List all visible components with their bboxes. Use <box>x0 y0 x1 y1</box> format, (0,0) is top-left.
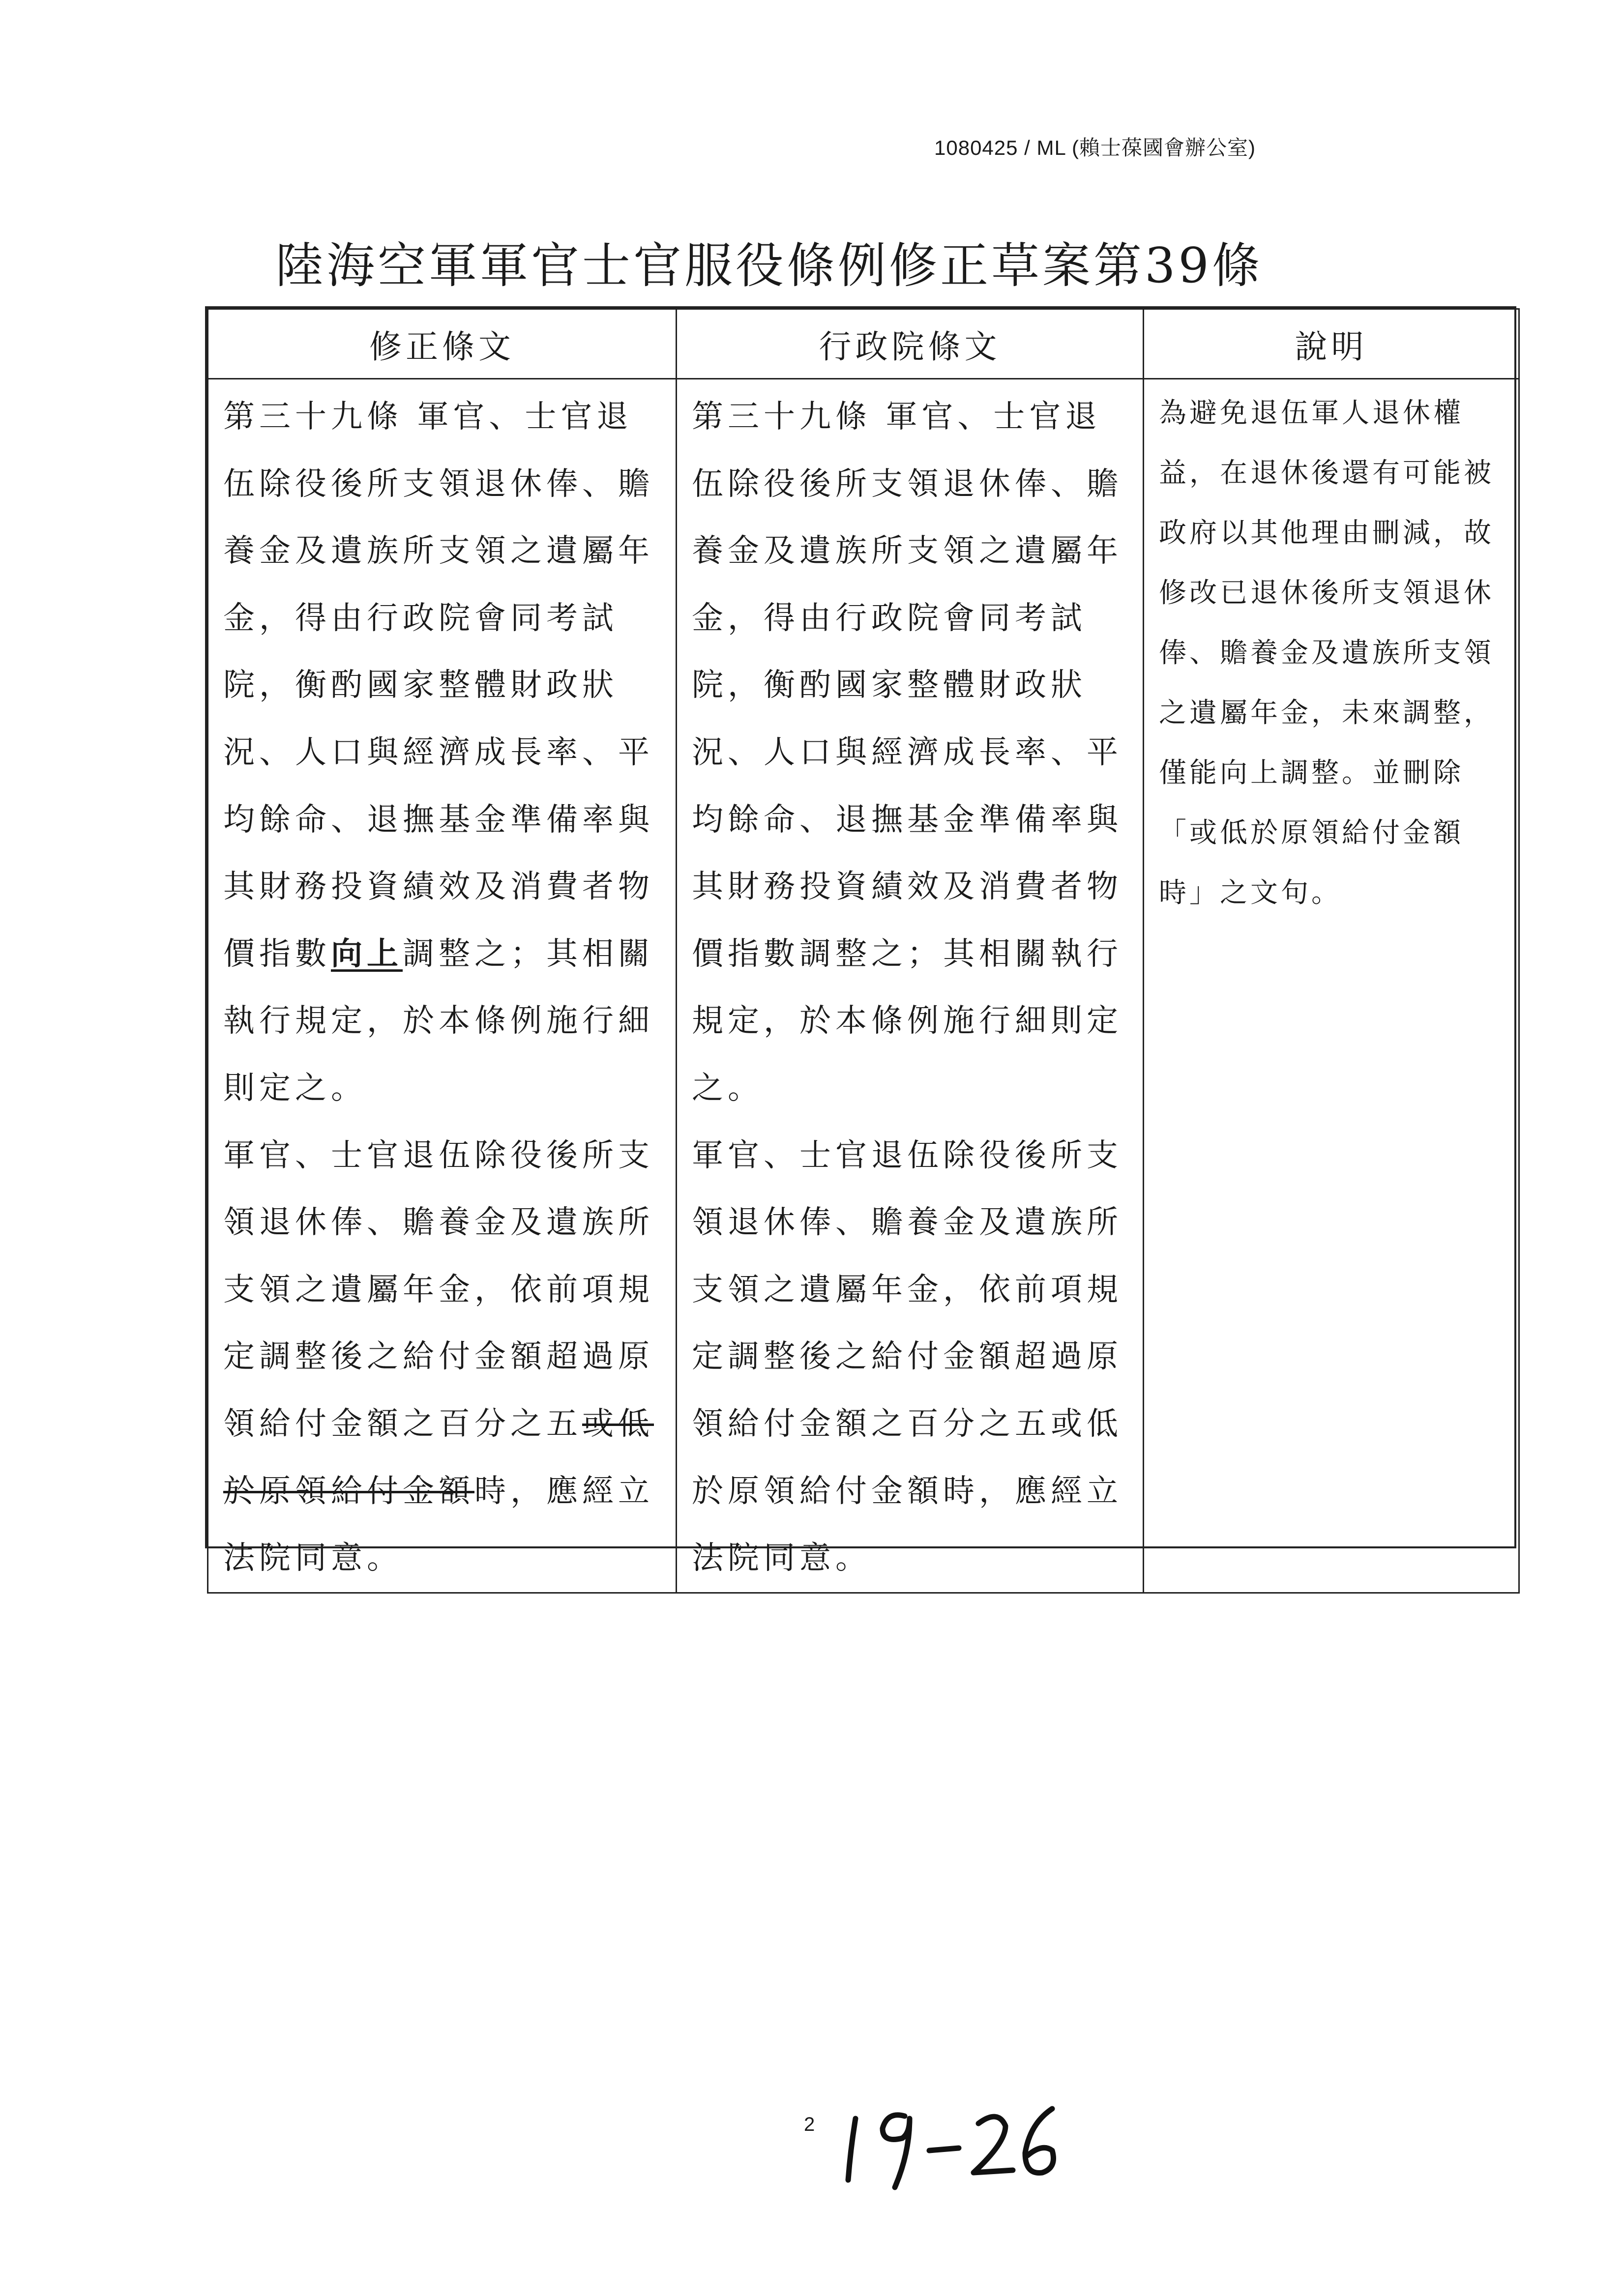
handwritten-page-note <box>836 2089 1062 2199</box>
page-number: 2 <box>804 2114 815 2135</box>
table-row <box>208 379 1519 1593</box>
comparison-table <box>205 306 1516 1577</box>
executive-paragraph-2: 軍官、士官退伍除役後所支領退休俸、贍養金及遺族所支領之遺屬年金，依前項規定調整後之給付金額超過原領給付金額之百分之五或低於原領給付金額時，應經立法院同意。 <box>692 1137 1122 1577</box>
amended-paragraph-2 <box>223 1122 663 1592</box>
document-reference: 1080425 / ML (賴士葆國會辦公室) <box>934 136 1256 159</box>
explanation-text: 為避免退伍軍人退休權益，在退休後還有可能被政府以其他理由刪減，故修改已退休後所支領退休俸、贍養金及遺族所支領之遺屬年金，未來調整，僅能向上調整。並刪除「或低於原領給付金額時」之文句。 <box>1159 397 1494 909</box>
column-header-executive: 行政院條文 <box>677 309 1144 379</box>
executive-paragraph-1: 第三十九條 軍官、士官退伍除役後所支領退休俸、贍養金及遺族所支領之遺屬年金，得由行政院會同考試院，衡酌國家整體財政狀況、人口與經濟成長率、平均餘命、退撫基金準備率與其財務投資績效及消費者物價指數調整之；其相關執行規定，於本條例施行細則定之。 <box>692 399 1122 1106</box>
amended-paragraph-1 <box>223 383 663 1122</box>
page-title: 陸海空軍軍官士官服役條例修正草案第39條 <box>275 238 1263 294</box>
comparison-table-grid <box>207 308 1520 1594</box>
column-header-explanation: 說明 <box>1144 309 1519 379</box>
amended-paragraph-2-start: 軍官、士官退伍除役後所支領退休俸、贍養金及遺族所支領之遺屬年金，依前項規定調整後之給付金額超過原領給付金額之百分之五 <box>223 1137 654 1442</box>
amended-deleted-phrase: 或低於原領給付金額 <box>223 1405 654 1510</box>
amended-added-phrase: 向上 <box>331 935 403 972</box>
executive-text-cell <box>677 379 1144 1593</box>
executive-text <box>692 383 1130 1592</box>
amended-paragraph-1-end: 調整之；其相關執行規定，於本條例施行細則定之。 <box>223 935 654 1106</box>
amended-paragraph-1-start: 第三十九條 軍官、士官退伍除役後所支領退休俸、贍養金及遺族所支領之遺屬年金，得由行政院會同考試院，衡酌國家整體財政狀況、人口與經濟成長率、平均餘命、退撫基金準備率與其財務投資績效及消費者物價指數 <box>223 399 654 972</box>
explanation-cell <box>1144 379 1519 1593</box>
handwritten-note-drawing <box>836 2089 1062 2197</box>
column-header-amended: 修正條文 <box>208 309 677 379</box>
amended-text-cell <box>208 379 677 1593</box>
table-header-row <box>208 309 1519 379</box>
amended-text <box>223 383 663 1592</box>
amended-paragraph-2-end: 時，應經立法院同意。 <box>223 1473 654 1577</box>
